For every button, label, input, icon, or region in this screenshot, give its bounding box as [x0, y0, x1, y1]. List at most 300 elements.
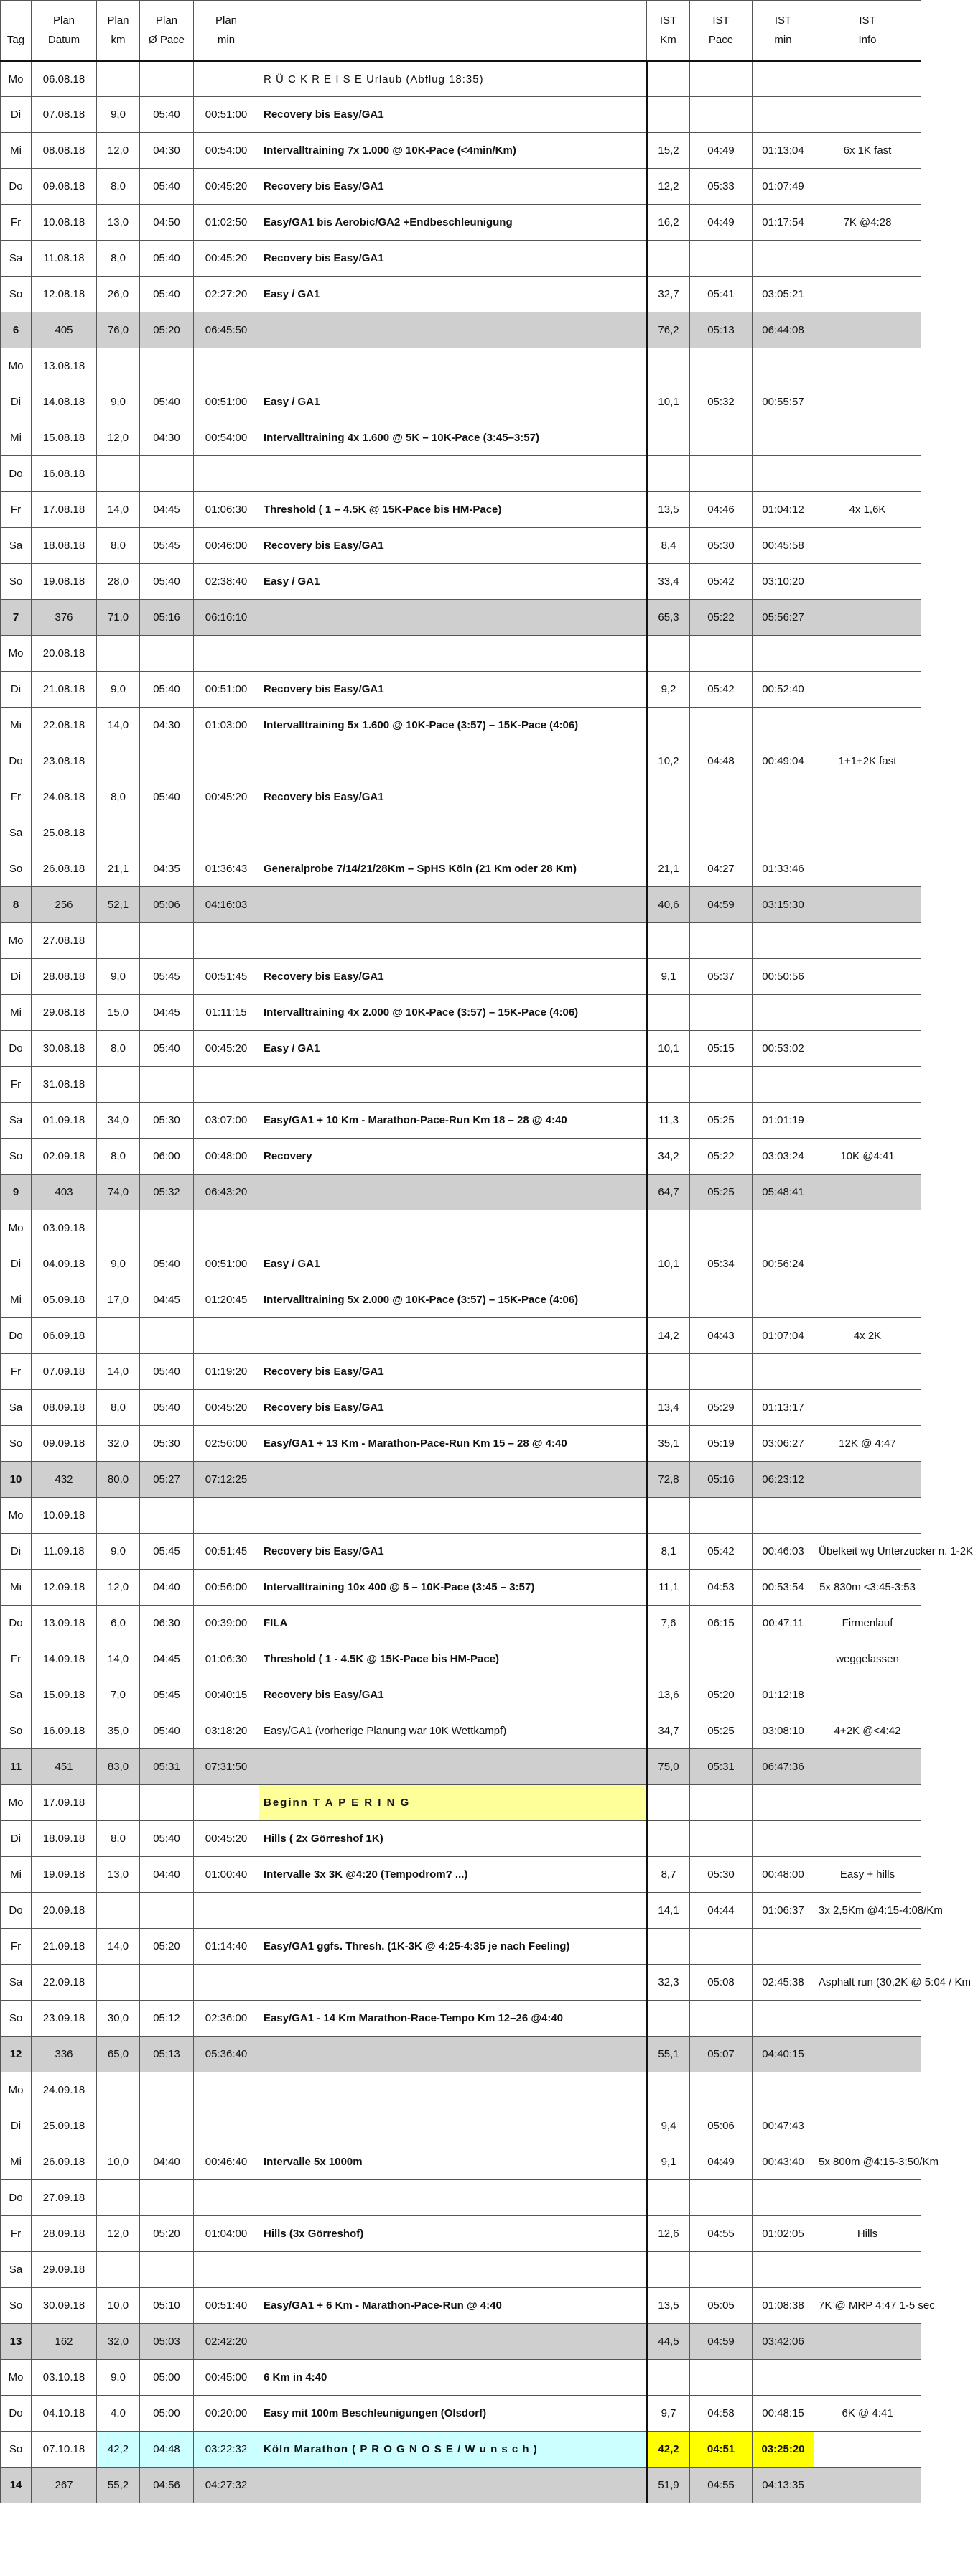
cell-tag: 10: [1, 1462, 32, 1498]
cell-description: Threshold ( 1 - 4.5K @ 15K-Pace bis HM-Pace): [259, 1641, 647, 1677]
cell-plan-min: 04:27:32: [194, 2468, 259, 2503]
cell-tag: Fr: [1, 492, 32, 528]
cell-plan-pace: 04:48: [140, 2432, 194, 2468]
cell-plan-pace: [140, 2108, 194, 2144]
cell-ist-pace: [690, 815, 753, 851]
header-line2: Datum: [47, 34, 80, 46]
cell-ist-km: [647, 1785, 690, 1821]
cell-plan-min: 00:40:15: [194, 1677, 259, 1713]
cell-tag: Mi: [1, 420, 32, 456]
cell-ist-pace: 05:22: [690, 1139, 753, 1175]
cell-plan-datum: 10.09.18: [32, 1498, 97, 1534]
cell-ist-min: 00:43:40: [753, 2144, 814, 2180]
cell-ist-km: 9,1: [647, 959, 690, 995]
cell-plan-min: 00:39:00: [194, 1606, 259, 1641]
cell-ist-min: 03:08:10: [753, 1713, 814, 1749]
cell-plan-pace: 04:45: [140, 995, 194, 1031]
cell-plan-datum: 15.09.18: [32, 1677, 97, 1713]
cell-plan-pace: 05:40: [140, 1713, 194, 1749]
cell-ist-info: 5x 800m @4:15-3:50/Km: [814, 2144, 921, 2180]
cell-description: R Ü C K R E I S E Urlaub (Abflug 18:35): [259, 61, 647, 97]
cell-ist-info: [814, 1246, 921, 1282]
cell-plan-km: [97, 636, 140, 672]
cell-ist-min: 00:48:15: [753, 2396, 814, 2432]
cell-plan-km: 9,0: [97, 672, 140, 708]
cell-plan-datum: 12.08.18: [32, 277, 97, 312]
cell-plan-pace: [140, 1318, 194, 1354]
cell-ist-min: [753, 61, 814, 97]
cell-ist-min: [753, 1282, 814, 1318]
cell-ist-km: 9,7: [647, 2396, 690, 2432]
cell-plan-km: 71,0: [97, 600, 140, 636]
cell-ist-km: 51,9: [647, 2468, 690, 2503]
cell-ist-pace: 05:30: [690, 528, 753, 564]
cell-ist-pace: 05:07: [690, 2037, 753, 2072]
cell-ist-info: 7K @4:28: [814, 205, 921, 241]
cell-tag: Mi: [1, 1570, 32, 1606]
cell-ist-min: 00:53:54: [753, 1570, 814, 1606]
cell-ist-km: 32,7: [647, 277, 690, 312]
cell-ist-info: [814, 456, 921, 492]
cell-description: [259, 636, 647, 672]
cell-ist-pace: 05:20: [690, 1677, 753, 1713]
cell-ist-km: 21,1: [647, 851, 690, 887]
cell-plan-datum: 336: [32, 2037, 97, 2072]
cell-ist-km: [647, 708, 690, 743]
cell-ist-km: [647, 2001, 690, 2037]
cell-description: Hills ( 2x Görreshof 1K): [259, 1821, 647, 1857]
cell-description: Recovery bis Easy/GA1: [259, 1390, 647, 1426]
cell-plan-min: 07:31:50: [194, 1749, 259, 1785]
cell-plan-pace: 05:32: [140, 1175, 194, 1210]
cell-ist-min: 03:42:06: [753, 2324, 814, 2360]
cell-description: Recovery bis Easy/GA1: [259, 528, 647, 564]
table-row: [1, 708, 921, 743]
cell-tag: Do: [1, 1031, 32, 1067]
cell-description: [259, 2324, 647, 2360]
cell-ist-pace: 04:55: [690, 2216, 753, 2252]
cell-ist-min: [753, 2180, 814, 2216]
cell-plan-pace: 05:12: [140, 2001, 194, 2037]
cell-plan-pace: 04:35: [140, 851, 194, 887]
header-line2: Tag: [6, 34, 25, 46]
cell-plan-datum: 07.09.18: [32, 1354, 97, 1390]
cell-plan-datum: 25.09.18: [32, 2108, 97, 2144]
cell-ist-km: [647, 348, 690, 384]
cell-ist-pace: [690, 1785, 753, 1821]
cell-description: Easy/GA1 - 14 Km Marathon-Race-Tempo Km 12–26 @4:40: [259, 2001, 647, 2037]
cell-tag: So: [1, 2288, 32, 2324]
cell-plan-datum: 28.08.18: [32, 959, 97, 995]
cell-description: [259, 2252, 647, 2288]
cell-ist-min: [753, 995, 814, 1031]
cell-ist-min: 00:50:56: [753, 959, 814, 995]
cell-tag: So: [1, 2001, 32, 2037]
cell-plan-datum: 17.08.18: [32, 492, 97, 528]
cell-ist-km: 64,7: [647, 1175, 690, 1210]
cell-plan-km: [97, 1785, 140, 1821]
table-row: [1, 2072, 921, 2108]
cell-plan-datum: 267: [32, 2468, 97, 2503]
cell-tag: Mo: [1, 923, 32, 959]
cell-plan-datum: 403: [32, 1175, 97, 1210]
table-row: [1, 384, 921, 420]
cell-ist-km: 72,8: [647, 1462, 690, 1498]
header-plan-km: [97, 1, 140, 61]
cell-ist-min: 01:01:19: [753, 1103, 814, 1139]
cell-plan-pace: 04:40: [140, 1570, 194, 1606]
cell-plan-min: 00:56:00: [194, 1570, 259, 1606]
cell-tag: So: [1, 1426, 32, 1462]
table-row: [1, 1534, 921, 1570]
cell-plan-pace: 04:45: [140, 1282, 194, 1318]
cell-ist-km: [647, 2180, 690, 2216]
cell-tag: Sa: [1, 528, 32, 564]
cell-plan-datum: 09.09.18: [32, 1426, 97, 1462]
cell-ist-pace: [690, 2252, 753, 2288]
cell-ist-min: 06:44:08: [753, 312, 814, 348]
cell-tag: So: [1, 564, 32, 600]
cell-ist-info: 1+1+2K fast: [814, 743, 921, 779]
table-row: [1, 995, 921, 1031]
cell-ist-info: [814, 815, 921, 851]
cell-description: Easy/GA1 ggfs. Thresh. (1K-3K @ 4:25-4:35 je nach Feeling): [259, 1929, 647, 1965]
cell-plan-km: [97, 1893, 140, 1929]
table-row: [1, 1785, 921, 1821]
cell-plan-min: 00:46:40: [194, 2144, 259, 2180]
cell-ist-km: [647, 2360, 690, 2396]
cell-ist-info: [814, 2432, 921, 2468]
cell-ist-km: 40,6: [647, 887, 690, 923]
cell-tag: Do: [1, 456, 32, 492]
cell-ist-info: [814, 1929, 921, 1965]
cell-ist-info: [814, 2108, 921, 2144]
cell-plan-km: 55,2: [97, 2468, 140, 2503]
cell-plan-km: 35,0: [97, 1713, 140, 1749]
cell-plan-km: 8,0: [97, 169, 140, 205]
cell-ist-min: [753, 1354, 814, 1390]
cell-description: [259, 600, 647, 636]
cell-tag: So: [1, 2432, 32, 2468]
cell-ist-km: 34,2: [647, 1139, 690, 1175]
table-row: [1, 636, 921, 672]
cell-tag: So: [1, 851, 32, 887]
cell-ist-min: 03:05:21: [753, 277, 814, 312]
cell-tag: Do: [1, 1606, 32, 1641]
cell-plan-km: [97, 1318, 140, 1354]
cell-ist-info: [814, 1462, 921, 1498]
cell-ist-km: [647, 1282, 690, 1318]
cell-ist-info: [814, 1067, 921, 1103]
cell-plan-pace: 04:50: [140, 205, 194, 241]
week-summary-row: [1, 887, 921, 923]
cell-plan-datum: 31.08.18: [32, 1067, 97, 1103]
cell-plan-pace: 05:20: [140, 2216, 194, 2252]
cell-description: Intervalltraining 7x 1.000 @ 10K-Pace (<4min/Km): [259, 133, 647, 169]
cell-plan-km: [97, 2108, 140, 2144]
table-row: [1, 277, 921, 312]
table-row: [1, 743, 921, 779]
cell-ist-info: [814, 851, 921, 887]
cell-plan-min: [194, 743, 259, 779]
week-summary-row: [1, 2037, 921, 2072]
cell-ist-info: [814, 2072, 921, 2108]
cell-plan-min: [194, 636, 259, 672]
cell-plan-min: 00:51:40: [194, 2288, 259, 2324]
cell-plan-pace: 05:45: [140, 1534, 194, 1570]
cell-plan-datum: 451: [32, 1749, 97, 1785]
cell-ist-info: [814, 708, 921, 743]
table-row: [1, 2001, 921, 2037]
cell-ist-info: [814, 277, 921, 312]
cell-ist-km: 9,2: [647, 672, 690, 708]
cell-ist-pace: 05:19: [690, 1426, 753, 1462]
cell-description: Easy / GA1: [259, 384, 647, 420]
cell-plan-pace: 05:30: [140, 1103, 194, 1139]
cell-plan-datum: 29.09.18: [32, 2252, 97, 2288]
cell-description: [259, 1175, 647, 1210]
cell-plan-min: 01:20:45: [194, 1282, 259, 1318]
table-row: [1, 672, 921, 708]
cell-plan-datum: 405: [32, 312, 97, 348]
cell-ist-km: [647, 923, 690, 959]
cell-plan-datum: 22.09.18: [32, 1965, 97, 2001]
cell-plan-datum: 15.08.18: [32, 420, 97, 456]
cell-ist-info: [814, 1677, 921, 1713]
cell-plan-min: 02:27:20: [194, 277, 259, 312]
cell-description: Recovery bis Easy/GA1: [259, 169, 647, 205]
cell-plan-min: [194, 348, 259, 384]
cell-plan-pace: 05:00: [140, 2396, 194, 2432]
cell-description: [259, 1965, 647, 2001]
cell-ist-info: [814, 61, 921, 97]
header-line1: [5, 14, 27, 34]
cell-ist-pace: [690, 1282, 753, 1318]
cell-ist-pace: 04:49: [690, 205, 753, 241]
table-row: [1, 1282, 921, 1318]
cell-plan-pace: [140, 2252, 194, 2288]
cell-ist-km: [647, 420, 690, 456]
cell-ist-info: weggelassen: [814, 1641, 921, 1677]
cell-description: Recovery bis Easy/GA1: [259, 97, 647, 133]
cell-ist-pace: 05:08: [690, 1965, 753, 2001]
cell-ist-km: 15,2: [647, 133, 690, 169]
cell-plan-pace: [140, 1210, 194, 1246]
table-row: [1, 851, 921, 887]
cell-plan-min: 06:43:20: [194, 1175, 259, 1210]
cell-description: Recovery: [259, 1139, 647, 1175]
cell-plan-km: 65,0: [97, 2037, 140, 2072]
cell-plan-km: 52,1: [97, 887, 140, 923]
cell-plan-min: [194, 1067, 259, 1103]
cell-plan-min: 01:36:43: [194, 851, 259, 887]
table-row: [1, 169, 921, 205]
cell-ist-info: [814, 995, 921, 1031]
cell-description: Recovery bis Easy/GA1: [259, 241, 647, 277]
cell-ist-min: [753, 420, 814, 456]
cell-ist-pace: 05:30: [690, 1857, 753, 1893]
cell-plan-pace: 05:45: [140, 959, 194, 995]
cell-tag: Fr: [1, 2216, 32, 2252]
table-row: [1, 1067, 921, 1103]
header-line1: Plan: [215, 14, 238, 27]
header-ist-pace: [690, 1, 753, 61]
cell-ist-pace: 04:49: [690, 2144, 753, 2180]
cell-plan-min: 03:22:32: [194, 2432, 259, 2468]
cell-ist-info: [814, 2252, 921, 2288]
cell-plan-min: [194, 1965, 259, 2001]
cell-tag: Mo: [1, 61, 32, 97]
cell-ist-min: 05:56:27: [753, 600, 814, 636]
cell-plan-min: 00:54:00: [194, 133, 259, 169]
cell-description: [259, 348, 647, 384]
cell-plan-min: 04:16:03: [194, 887, 259, 923]
cell-tag: Mi: [1, 1857, 32, 1893]
cell-plan-km: 7,0: [97, 1677, 140, 1713]
cell-ist-info: [814, 887, 921, 923]
cell-plan-datum: 20.08.18: [32, 636, 97, 672]
cell-plan-pace: 05:00: [140, 2360, 194, 2396]
cell-description: [259, 2108, 647, 2144]
cell-ist-pace: 04:43: [690, 1318, 753, 1354]
cell-ist-info: [814, 241, 921, 277]
cell-plan-km: [97, 1067, 140, 1103]
table-row: [1, 1857, 921, 1893]
cell-description: Easy / GA1: [259, 1031, 647, 1067]
table-row: [1, 1426, 921, 1462]
cell-plan-pace: [140, 1893, 194, 1929]
cell-description: Intervalle 5x 1000m: [259, 2144, 647, 2180]
cell-ist-km: 12,6: [647, 2216, 690, 2252]
cell-ist-info: [814, 1785, 921, 1821]
cell-plan-pace: 04:40: [140, 2144, 194, 2180]
cell-ist-min: 06:23:12: [753, 1462, 814, 1498]
cell-plan-km: [97, 2252, 140, 2288]
cell-description: Recovery bis Easy/GA1: [259, 1677, 647, 1713]
cell-tag: Mo: [1, 1498, 32, 1534]
table-row: [1, 1139, 921, 1175]
cell-description: Intervalltraining 5x 1.600 @ 10K-Pace (3:57) – 15K-Pace (4:06): [259, 708, 647, 743]
cell-tag: Mo: [1, 636, 32, 672]
cell-description: [259, 1498, 647, 1534]
cell-ist-min: 00:53:02: [753, 1031, 814, 1067]
cell-plan-pace: 05:40: [140, 1246, 194, 1282]
table-body: [1, 61, 973, 2503]
table-row: [1, 1570, 921, 1606]
cell-ist-min: 01:02:05: [753, 2216, 814, 2252]
cell-plan-pace: 05:40: [140, 1390, 194, 1426]
cell-ist-min: 00:52:40: [753, 672, 814, 708]
cell-plan-pace: 04:30: [140, 133, 194, 169]
cell-tag: Sa: [1, 815, 32, 851]
header-tag: [1, 1, 32, 61]
cell-plan-km: 12,0: [97, 133, 140, 169]
header-line1: IST: [712, 14, 730, 27]
header-line1: IST: [859, 14, 876, 27]
cell-tag: Mi: [1, 2144, 32, 2180]
cell-ist-info: [814, 1031, 921, 1067]
table-row: [1, 61, 921, 97]
cell-ist-info: [814, 636, 921, 672]
cell-ist-min: 03:25:20: [753, 2432, 814, 2468]
cell-plan-pace: [140, 1498, 194, 1534]
cell-plan-pace: 06:00: [140, 1139, 194, 1175]
cell-plan-pace: 05:40: [140, 384, 194, 420]
cell-description: [259, 1318, 647, 1354]
cell-plan-datum: 04.10.18: [32, 2396, 97, 2432]
cell-plan-datum: 10.08.18: [32, 205, 97, 241]
cell-ist-pace: [690, 923, 753, 959]
cell-plan-km: 6,0: [97, 1606, 140, 1641]
cell-description: Easy / GA1: [259, 277, 647, 312]
table-row: [1, 528, 921, 564]
cell-ist-pace: 05:42: [690, 672, 753, 708]
cell-plan-pace: [140, 2072, 194, 2108]
cell-ist-min: [753, 779, 814, 815]
cell-ist-km: [647, 1821, 690, 1857]
cell-ist-km: 8,1: [647, 1534, 690, 1570]
cell-ist-min: [753, 1498, 814, 1534]
cell-tag: Di: [1, 959, 32, 995]
cell-plan-min: 00:45:20: [194, 1031, 259, 1067]
cell-ist-pace: 04:55: [690, 2468, 753, 2503]
cell-description: Easy/GA1 + 10 Km - Marathon-Pace-Run Km 18 – 28 @ 4:40: [259, 1103, 647, 1139]
cell-ist-km: [647, 1210, 690, 1246]
table-row: [1, 564, 921, 600]
table-row: [1, 2180, 921, 2216]
cell-ist-km: [647, 995, 690, 1031]
cell-ist-pace: [690, 61, 753, 97]
cell-ist-pace: 04:58: [690, 2396, 753, 2432]
cell-plan-min: 00:48:00: [194, 1139, 259, 1175]
cell-plan-datum: 03.10.18: [32, 2360, 97, 2396]
cell-ist-info: [814, 2324, 921, 2360]
cell-tag: Do: [1, 2180, 32, 2216]
cell-ist-min: 00:45:58: [753, 528, 814, 564]
cell-ist-info: 10K @4:41: [814, 1139, 921, 1175]
cell-plan-min: 00:51:00: [194, 672, 259, 708]
cell-ist-min: [753, 1929, 814, 1965]
cell-tag: Do: [1, 169, 32, 205]
cell-ist-pace: 05:32: [690, 384, 753, 420]
cell-plan-datum: 22.08.18: [32, 708, 97, 743]
cell-plan-datum: 21.09.18: [32, 1929, 97, 1965]
cell-description: [259, 2180, 647, 2216]
cell-ist-info: 4x 2K: [814, 1318, 921, 1354]
cell-plan-min: 03:07:00: [194, 1103, 259, 1139]
cell-plan-km: 8,0: [97, 1031, 140, 1067]
cell-plan-km: 74,0: [97, 1175, 140, 1210]
table-row: [1, 2252, 921, 2288]
cell-ist-pace: 04:59: [690, 887, 753, 923]
cell-description: Easy/GA1 + 13 Km - Marathon-Pace-Run Km 15 – 28 @ 4:40: [259, 1426, 647, 1462]
cell-plan-datum: 07.08.18: [32, 97, 97, 133]
cell-plan-km: 14,0: [97, 492, 140, 528]
cell-ist-min: [753, 97, 814, 133]
cell-plan-min: 05:36:40: [194, 2037, 259, 2072]
cell-plan-min: 06:45:50: [194, 312, 259, 348]
cell-ist-pace: [690, 1929, 753, 1965]
cell-plan-pace: [140, 61, 194, 97]
cell-ist-min: [753, 1641, 814, 1677]
cell-plan-km: 9,0: [97, 2360, 140, 2396]
cell-plan-pace: [140, 636, 194, 672]
cell-plan-min: 00:45:00: [194, 2360, 259, 2396]
cell-ist-min: 03:15:30: [753, 887, 814, 923]
cell-description: [259, 312, 647, 348]
table-row: [1, 133, 921, 169]
cell-plan-datum: 08.08.18: [32, 133, 97, 169]
